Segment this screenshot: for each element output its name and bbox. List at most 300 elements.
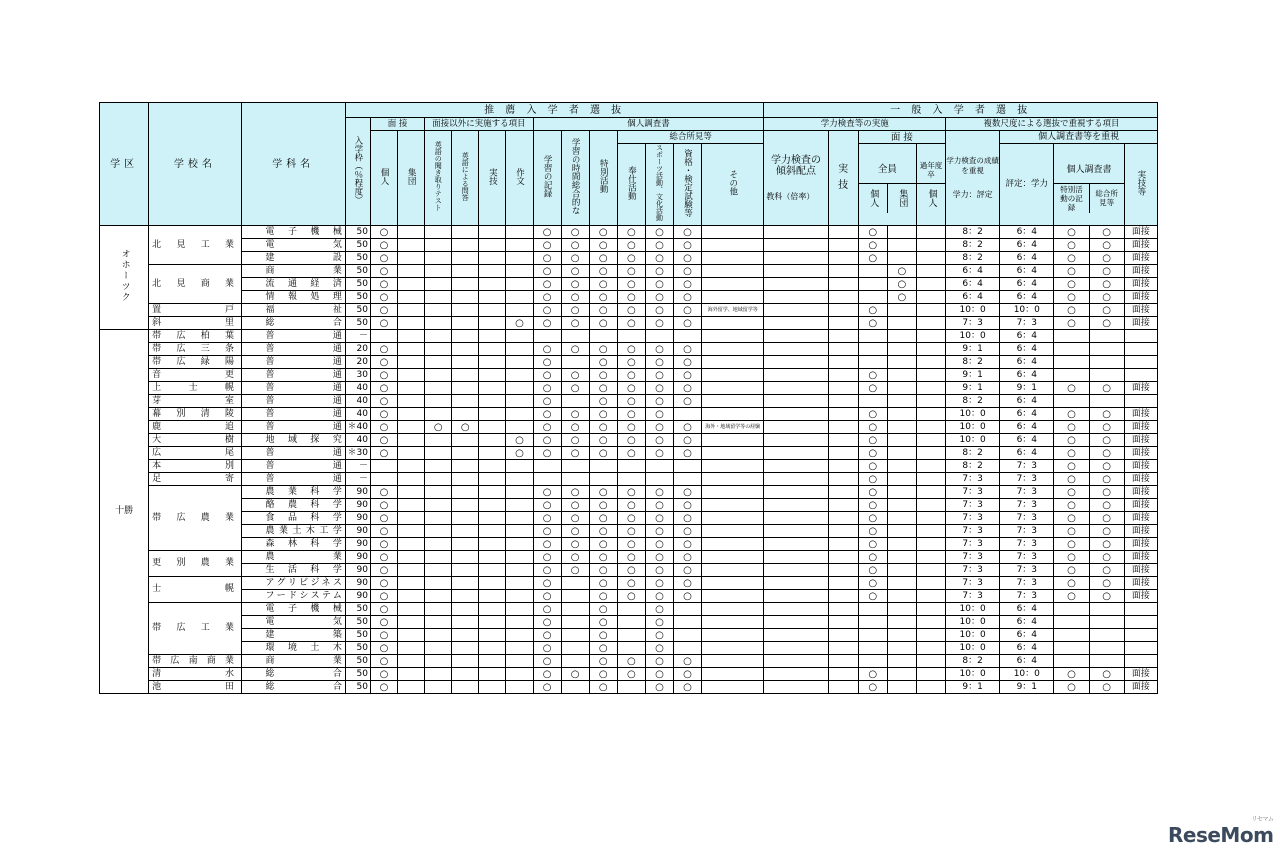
dept-name: 農業土木工学 — [241, 525, 345, 538]
gen-interview-past — [916, 681, 945, 694]
school-name: 芽室 — [149, 395, 241, 408]
rec-eng-qa — [452, 291, 479, 304]
gen-interview-group — [887, 525, 916, 538]
dept-name: 環境土木 — [241, 642, 345, 655]
rec-interview-individual: ○ — [370, 278, 397, 291]
gen-interview-past — [916, 434, 945, 447]
rec-report-item: ○ — [533, 265, 561, 278]
rec-report-item: ○ — [533, 486, 561, 499]
rec-practical — [479, 382, 506, 395]
rec-report-item: ○ — [533, 356, 561, 369]
rec-report-item: ○ — [561, 668, 589, 681]
gen-report-ratio: 7：3 — [1000, 551, 1054, 564]
rec-report-item: ○ — [533, 525, 561, 538]
gen-interview-past — [916, 304, 945, 317]
rec-eng-qa — [452, 486, 479, 499]
gen-weight — [764, 330, 828, 343]
rec-report-item: ○ — [645, 356, 673, 369]
gen-score-ratio: 10：0 — [946, 304, 1000, 317]
gen-report-ratio: 6：4 — [1000, 421, 1054, 434]
gen-interview-past — [916, 629, 945, 642]
header-g-report-card — [1054, 144, 1124, 226]
gen-interview-group: ○ — [887, 291, 916, 304]
gen-practical — [828, 577, 858, 590]
rec-eng-listen — [425, 681, 452, 694]
rec-report-item — [589, 330, 617, 343]
rec-report-item: ○ — [561, 421, 589, 434]
gen-special-record — [1054, 330, 1089, 343]
rec-other — [702, 395, 764, 408]
gen-weight — [764, 499, 828, 512]
table-row — [100, 408, 1158, 421]
school-name: 斜里 — [149, 317, 241, 330]
rec-report-item: ○ — [617, 421, 645, 434]
rec-other — [702, 382, 764, 395]
rec-report-item — [673, 473, 701, 486]
gen-practical — [828, 330, 858, 343]
rec-report-item: ○ — [673, 343, 701, 356]
rec-report-item: ○ — [533, 239, 561, 252]
table-row — [100, 603, 1158, 616]
rec-other: 海外留学、地域留学等 — [702, 304, 764, 317]
rec-report-item — [673, 603, 701, 616]
rec-report-item — [617, 603, 645, 616]
rec-report-item: ○ — [533, 499, 561, 512]
rec-report-item: ○ — [645, 551, 673, 564]
gen-special-record: ○ — [1054, 681, 1089, 694]
rec-essay: ○ — [506, 317, 533, 330]
gen-weight — [764, 434, 828, 447]
rec-report-item: ○ — [645, 668, 673, 681]
rec-practical — [479, 681, 506, 694]
gen-interview-individual: ○ — [858, 590, 887, 603]
rec-report-item: ○ — [617, 252, 645, 265]
rec-report-item — [617, 460, 645, 473]
gen-weight — [764, 252, 828, 265]
gen-interview-individual: ○ — [858, 486, 887, 499]
rec-interview-group — [398, 278, 425, 291]
table-row — [100, 356, 1158, 369]
capacity-value: 50 — [345, 629, 370, 642]
rec-practical — [479, 616, 506, 629]
rec-interview-group — [398, 291, 425, 304]
rec-eng-qa — [452, 278, 479, 291]
rec-report-item: ○ — [617, 278, 645, 291]
gen-total-findings: ○ — [1089, 239, 1124, 252]
rec-report-item: ○ — [589, 603, 617, 616]
gen-practical — [828, 408, 858, 421]
rec-report-item: ○ — [645, 655, 673, 668]
rec-interview-individual — [370, 473, 397, 486]
rec-interview-group — [398, 343, 425, 356]
gen-total-findings: ○ — [1089, 525, 1124, 538]
rec-other — [702, 538, 764, 551]
rec-interview-group — [398, 668, 425, 681]
rec-practical — [479, 460, 506, 473]
rec-report-item: ○ — [617, 304, 645, 317]
rec-other — [702, 447, 764, 460]
gen-special-record: ○ — [1054, 239, 1089, 252]
gen-practical-etc: 面接 — [1124, 460, 1157, 473]
rec-eng-qa — [452, 655, 479, 668]
rec-report-item — [561, 330, 589, 343]
rec-report-item: ○ — [561, 447, 589, 460]
table-row — [100, 291, 1158, 304]
rec-report-item: ○ — [645, 577, 673, 590]
rec-essay — [506, 382, 533, 395]
rec-report-item: ○ — [673, 356, 701, 369]
rec-report-item: ○ — [617, 434, 645, 447]
table-row — [100, 460, 1158, 473]
rec-report-item: ○ — [561, 434, 589, 447]
rec-interview-individual: ○ — [370, 577, 397, 590]
gen-interview-group: ○ — [887, 265, 916, 278]
rec-other — [702, 512, 764, 525]
gen-score-ratio: 6：4 — [946, 278, 1000, 291]
rec-report-item: ○ — [533, 616, 561, 629]
gen-practical-etc — [1124, 343, 1157, 356]
gen-practical — [828, 525, 858, 538]
capacity-value: 90 — [345, 512, 370, 525]
rec-eng-qa — [452, 525, 479, 538]
rec-essay — [506, 460, 533, 473]
gen-interview-group — [887, 512, 916, 525]
gen-interview-individual: ○ — [858, 538, 887, 551]
capacity-value: 50 — [345, 278, 370, 291]
school-name: 士幌 — [149, 577, 241, 603]
rec-report-item: ○ — [645, 525, 673, 538]
gen-score-ratio: 9：1 — [946, 343, 1000, 356]
rec-other — [702, 226, 764, 239]
rec-practical — [479, 408, 506, 421]
gen-interview-past — [916, 603, 945, 616]
rec-report-item: ○ — [673, 486, 701, 499]
header-g-practical — [828, 131, 858, 226]
gen-practical-etc: 面接 — [1124, 590, 1157, 603]
table-row — [100, 278, 1158, 291]
capacity-value: 90 — [345, 486, 370, 499]
rec-report-item — [561, 616, 589, 629]
gen-total-findings: ○ — [1089, 590, 1124, 603]
rec-essay — [506, 499, 533, 512]
rec-other — [702, 330, 764, 343]
rec-report-item: ○ — [533, 395, 561, 408]
rec-eng-qa — [452, 512, 479, 525]
rec-report-item: ○ — [673, 525, 701, 538]
rec-interview-group — [398, 473, 425, 486]
gen-practical-etc: 面接 — [1124, 681, 1157, 694]
gen-score-ratio: 9：1 — [946, 382, 1000, 395]
gen-total-findings: ○ — [1089, 421, 1124, 434]
gen-report-ratio: 7：3 — [1000, 460, 1054, 473]
table-row — [100, 564, 1158, 577]
gen-interview-past — [916, 317, 945, 330]
gen-weight — [764, 343, 828, 356]
rec-eng-qa — [452, 564, 479, 577]
table-row — [100, 304, 1158, 317]
gen-practical-etc: 面接 — [1124, 252, 1157, 265]
rec-essay — [506, 304, 533, 317]
gen-score-ratio: 8：2 — [946, 395, 1000, 408]
rec-report-item: ○ — [533, 655, 561, 668]
rec-report-item: ○ — [645, 252, 673, 265]
gen-practical-etc — [1124, 642, 1157, 655]
gen-interview-group — [887, 356, 916, 369]
rec-other: 海外・地域留学等の経験 — [702, 421, 764, 434]
gen-score-ratio: 8：2 — [946, 226, 1000, 239]
rec-eng-qa — [452, 317, 479, 330]
gen-weight — [764, 265, 828, 278]
rec-report-item: ○ — [673, 564, 701, 577]
gen-score-ratio: 10：0 — [946, 629, 1000, 642]
gen-score-ratio: 7：3 — [946, 499, 1000, 512]
rec-interview-group — [398, 434, 425, 447]
rec-report-item: ○ — [533, 681, 561, 694]
rec-report-item: ○ — [645, 304, 673, 317]
table-row — [100, 486, 1158, 499]
gen-interview-individual — [858, 395, 887, 408]
capacity-value: 90 — [345, 499, 370, 512]
gen-score-ratio: 10：0 — [946, 603, 1000, 616]
header-g-weight — [764, 131, 828, 226]
rec-interview-group — [398, 395, 425, 408]
gen-interview-past — [916, 616, 945, 629]
gen-practical-etc: 面接 — [1124, 551, 1157, 564]
gen-total-findings: ○ — [1089, 434, 1124, 447]
rec-report-item — [617, 681, 645, 694]
gen-score-ratio: 7：3 — [946, 317, 1000, 330]
dept-name: 普 通 — [241, 473, 345, 486]
rec-interview-group — [398, 408, 425, 421]
rec-interview-individual: ○ — [370, 408, 397, 421]
rec-eng-listen — [425, 564, 452, 577]
rec-practical — [479, 369, 506, 382]
rec-report-item: ○ — [617, 512, 645, 525]
gen-interview-individual: ○ — [858, 512, 887, 525]
gen-weight — [764, 421, 828, 434]
table-row — [100, 473, 1158, 486]
dept-name: 建 設 — [241, 252, 345, 265]
table-row — [100, 226, 1158, 239]
rec-eng-listen — [425, 369, 452, 382]
gen-practical-etc — [1124, 616, 1157, 629]
rec-practical — [479, 642, 506, 655]
gen-practical — [828, 421, 858, 434]
rec-report-item — [561, 395, 589, 408]
district-cell — [100, 330, 149, 694]
rec-report-item: ○ — [561, 304, 589, 317]
rec-report-item: ○ — [645, 369, 673, 382]
rec-interview-group — [398, 616, 425, 629]
rec-interview-group — [398, 304, 425, 317]
capacity-value: 90 — [345, 590, 370, 603]
rec-practical — [479, 512, 506, 525]
dept-name: 普 通 — [241, 421, 345, 434]
table-row — [100, 525, 1158, 538]
g-individual-label: 個人 — [859, 184, 888, 213]
gen-report-ratio: 7：3 — [1000, 499, 1054, 512]
rec-report-item: ○ — [533, 603, 561, 616]
gen-weight — [764, 577, 828, 590]
rec-essay — [506, 538, 533, 551]
rec-eng-listen — [425, 434, 452, 447]
gen-score-ratio: 8：2 — [946, 447, 1000, 460]
rec-practical — [479, 486, 506, 499]
gen-practical-etc: 面接 — [1124, 512, 1157, 525]
rec-report-item: ○ — [561, 265, 589, 278]
rec-essay — [506, 408, 533, 421]
table-row — [100, 655, 1158, 668]
rec-report-item: ○ — [589, 434, 617, 447]
rec-practical — [479, 239, 506, 252]
dept-name: 電子機械 — [241, 226, 345, 239]
rec-other — [702, 668, 764, 681]
logo-text: ReseMom — [1168, 823, 1274, 847]
rec-eng-listen: ○ — [425, 421, 452, 434]
table-row — [100, 681, 1158, 694]
gen-report-ratio: 6：4 — [1000, 447, 1054, 460]
gen-interview-group — [887, 473, 916, 486]
header-g-score-focus — [946, 131, 1000, 226]
gen-report-ratio: 6：4 — [1000, 343, 1054, 356]
rec-report-item: ○ — [673, 668, 701, 681]
gen-total-findings: ○ — [1089, 226, 1124, 239]
gen-total-findings: ○ — [1089, 486, 1124, 499]
g-practical-b: 技 — [838, 180, 849, 191]
table-row — [100, 395, 1158, 408]
gen-interview-individual: ○ — [858, 408, 887, 421]
rec-eng-qa — [452, 369, 479, 382]
table-row — [100, 538, 1158, 551]
rec-report-item: ○ — [617, 577, 645, 590]
gen-report-ratio: 7：3 — [1000, 486, 1054, 499]
rec-report-item — [561, 642, 589, 655]
gen-practical — [828, 629, 858, 642]
capacity-value: 30 — [345, 369, 370, 382]
table-row — [100, 369, 1158, 382]
rec-report-item: ○ — [673, 291, 701, 304]
rec-report-item: ○ — [533, 408, 561, 421]
rec-eng-qa — [452, 447, 479, 460]
rec-report-item: ○ — [561, 564, 589, 577]
gen-interview-individual: ○ — [858, 226, 887, 239]
gen-interview-past — [916, 655, 945, 668]
gen-interview-group — [887, 551, 916, 564]
rec-interview-group — [398, 252, 425, 265]
rec-report-item: ○ — [617, 226, 645, 239]
gen-practical — [828, 668, 858, 681]
rec-interview-individual: ○ — [370, 616, 397, 629]
table-row — [100, 434, 1158, 447]
rec-report-item — [645, 330, 673, 343]
gen-practical-etc: 面接 — [1124, 577, 1157, 590]
rec-report-item: ○ — [589, 421, 617, 434]
rec-practical — [479, 655, 506, 668]
rec-practical — [479, 265, 506, 278]
school-name: 池田 — [149, 681, 241, 694]
header-school: 学校名 — [149, 103, 241, 226]
rec-report-item: ○ — [589, 447, 617, 460]
rec-report-item: ○ — [617, 564, 645, 577]
school-name: 音更 — [149, 369, 241, 382]
gen-special-record — [1054, 642, 1089, 655]
rec-eng-qa — [452, 252, 479, 265]
rec-report-item: ○ — [645, 343, 673, 356]
school-name: 帯広南商業 — [149, 655, 241, 668]
rec-report-item: ○ — [589, 668, 617, 681]
dept-name: 電 気 — [241, 239, 345, 252]
gen-practical — [828, 538, 858, 551]
rec-report-item — [561, 473, 589, 486]
rec-report-item — [673, 616, 701, 629]
rec-report-item: ○ — [673, 252, 701, 265]
rec-report-item — [533, 460, 561, 473]
rec-essay — [506, 239, 533, 252]
rec-report-item: ○ — [533, 538, 561, 551]
gen-special-record: ○ — [1054, 252, 1089, 265]
gen-weight — [764, 473, 828, 486]
school-name: 足寄 — [149, 473, 241, 486]
gen-special-record: ○ — [1054, 499, 1089, 512]
rec-report-item: ○ — [617, 239, 645, 252]
gen-weight — [764, 447, 828, 460]
gen-practical-etc — [1124, 330, 1157, 343]
rec-eng-listen — [425, 291, 452, 304]
header-col-essay: 作文 — [506, 131, 533, 226]
table-row — [100, 447, 1158, 460]
header-district: 学区 — [100, 103, 149, 226]
gen-interview-individual: ○ — [858, 252, 887, 265]
rec-report-item: ○ — [645, 564, 673, 577]
rec-essay — [506, 291, 533, 304]
rec-essay — [506, 395, 533, 408]
rec-essay — [506, 564, 533, 577]
header-col-sports: スポーツ活動、文化活動 — [645, 144, 673, 226]
rec-report-item: ○ — [589, 278, 617, 291]
rec-essay — [506, 668, 533, 681]
rec-interview-individual: ○ — [370, 603, 397, 616]
rec-eng-qa — [452, 538, 479, 551]
rec-report-item — [645, 473, 673, 486]
gen-practical — [828, 265, 858, 278]
dept-name: 普 通 — [241, 369, 345, 382]
gen-practical-etc: 面接 — [1124, 473, 1157, 486]
rec-practical — [479, 304, 506, 317]
gen-interview-individual — [858, 603, 887, 616]
gen-score-ratio: 10：0 — [946, 330, 1000, 343]
rec-other — [702, 525, 764, 538]
gen-total-findings: ○ — [1089, 291, 1124, 304]
gen-interview-past — [916, 330, 945, 343]
capacity-value: － — [345, 460, 370, 473]
rec-report-item: ○ — [561, 317, 589, 330]
rec-interview-individual: ○ — [370, 265, 397, 278]
capacity-value: 50 — [345, 655, 370, 668]
gen-total-findings: ○ — [1089, 512, 1124, 525]
dept-name: 森林科学 — [241, 538, 345, 551]
gen-weight — [764, 564, 828, 577]
rec-practical — [479, 317, 506, 330]
district-label: オホーツク — [119, 248, 130, 303]
rec-report-item: ○ — [645, 265, 673, 278]
rec-report-item: ○ — [533, 291, 561, 304]
rec-eng-listen — [425, 408, 452, 421]
rec-practical — [479, 603, 506, 616]
rec-essay — [506, 356, 533, 369]
gen-interview-individual — [858, 291, 887, 304]
gen-practical-etc: 面接 — [1124, 226, 1157, 239]
gen-practical — [828, 681, 858, 694]
